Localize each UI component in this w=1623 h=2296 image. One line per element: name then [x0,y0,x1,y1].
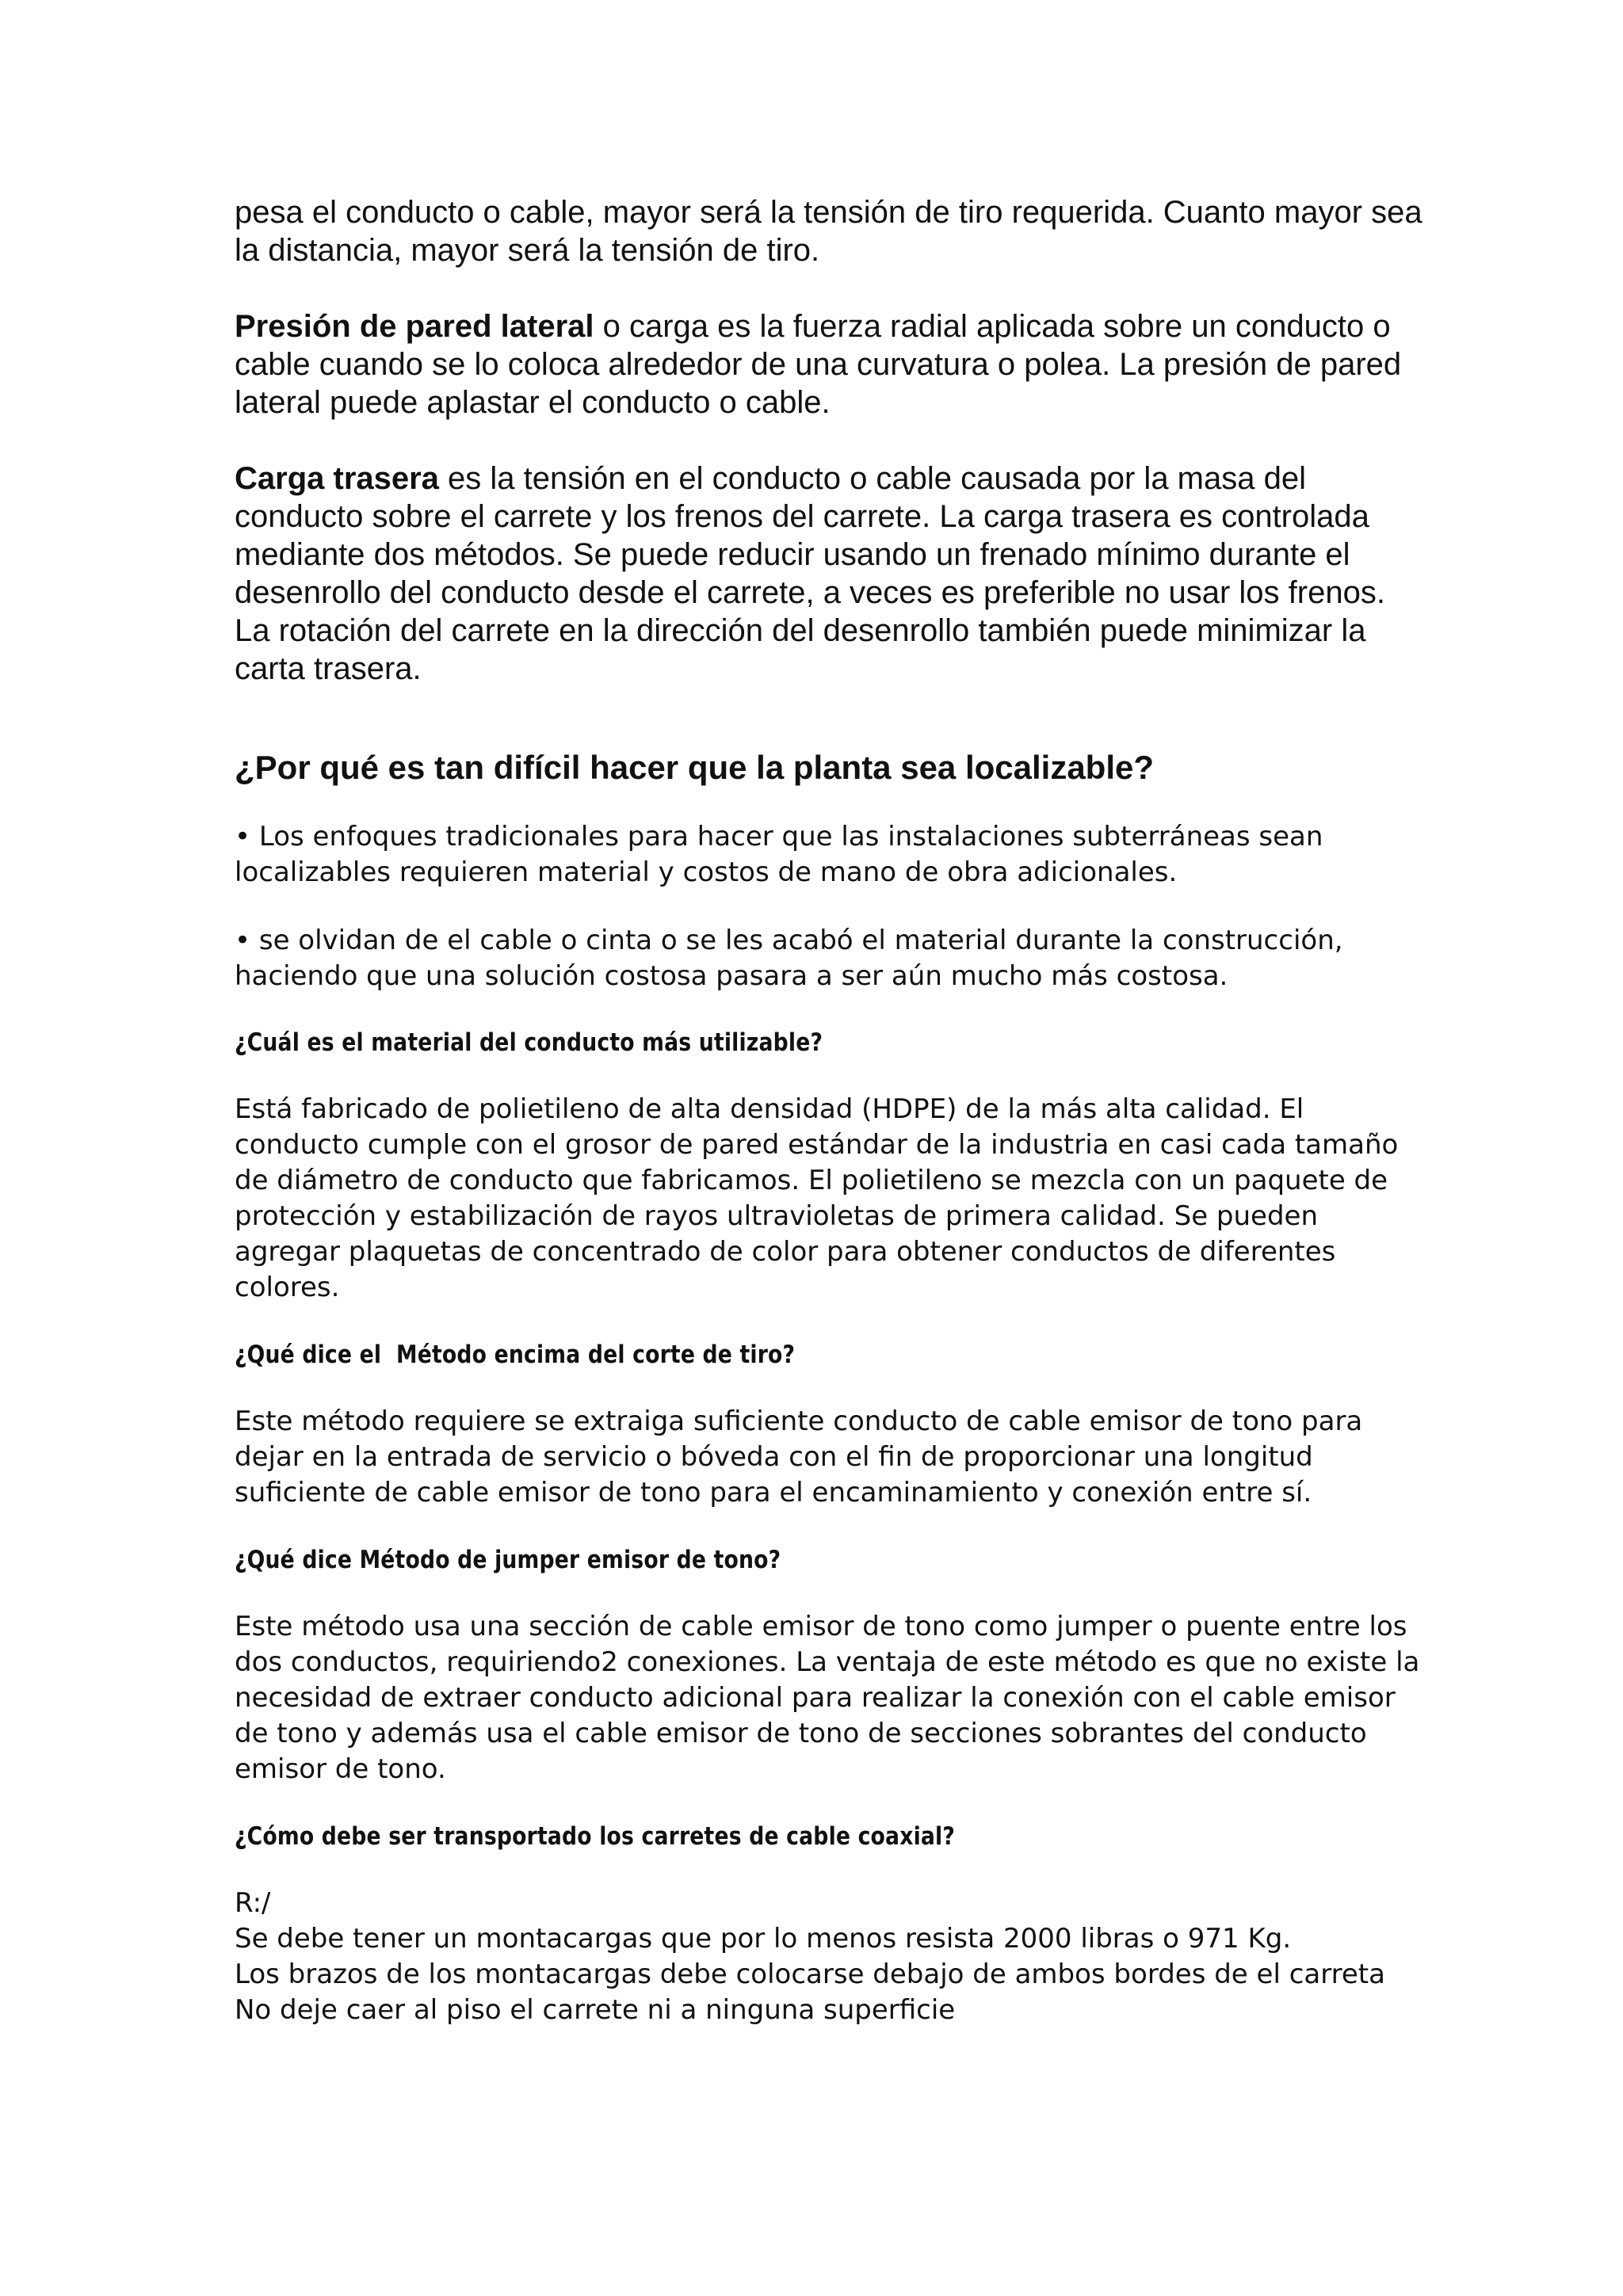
section5-heading: ¿Cómo debe ser transportado los carretes de cable coaxial? [235,1822,956,1851]
section2-paragraph: Está fabricado de polietileno de alta densidad (HDPE) de la más alta calidad. El conducto cumple con el grosor de pared estándar de la industria en casi cada tamaño de diámetro de conducto que fabricamos. El polietileno se mezcla con un paquete de protección y estabilización de rayos ultravioletas de primera calidad. Se pueden agregar plaquetas de concentrado de color para obtener conductos de diferentes colores. [235,1093,1399,1303]
back-load-paragraph [235,460,1423,688]
section3-heading: ¿Qué dice el Método encima del corte de tiro? [235,1341,796,1369]
section3-paragraph: Este método requiere se extraiga suficiente conducto de cable emisor de tono para dejar en la entrada de servicio o bóveda con el fin de proporcionar una longitud suficiente de cable emisor de tono para el encaminamiento y conexión entre sí. [235,1405,1363,1508]
section5-answer [235,1886,1423,2028]
answer-line-3: No deje caer al piso el carrete ni a ninguna superficie [235,1994,956,2026]
answer-line-1: Se debe tener un montacargas que por lo menos resista 2000 libras o 971 Kg. [235,1923,1292,1955]
section4-heading: ¿Qué dice Método de jumper emisor de tono? [235,1546,781,1574]
intro-paragraph: pesa el conducto o cable, mayor será la tensión de tiro requerida. Cuanto mayor sea la distancia, mayor será la tensión de tiro. [235,195,1423,268]
section1-bullet-2: • se olvidan de el cable o cinta o se les acabó el material durante la construcción, haciendo que una solución costosa pasara a ser aún mucho más costosa. [235,925,1343,992]
document-page [235,193,1423,2028]
back-load-term: Carga trasera [235,461,439,496]
side-wall-text: o carga es la fuerza radial aplicada sobre un conducto o cable cuando se lo coloca alrededor de una curvatura o polea. La presión de pared lateral puede aplastar el conducto o cable. [235,309,1402,420]
answer-label: R:/ [235,1887,271,1919]
back-load-text: es la tensión en el conducto o cable causada por la masa del conducto sobre el carrete y los frenos del carrete. La carga trasera es controlada mediante dos métodos. Se puede reducir usando un frenado mínimo durante el desenrollo del conducto desde el carrete, a veces es preferible no usar los frenos. La rotación del carrete en la dirección del desenrollo también puede minimizar la carta trasera. [235,461,1385,686]
section1-heading: ¿Por qué es tan difícil hacer que la planta sea localizable? [235,749,1155,786]
section1-bullet-1: • Los enfoques tradicionales para hacer que las instalaciones subterráneas sean localizables requieren material y costos de mano de obra adicionales. [235,821,1323,888]
side-wall-paragraph [235,307,1423,421]
side-wall-term: Presión de pared lateral [235,309,594,344]
answer-line-2: Los brazos de los montacargas debe colocarse debajo de ambos bordes de el carreta [235,1958,1385,1990]
section4-paragraph: Este método usa una sección de cable emisor de tono como jumper o puente entre los dos conductos, requiriendo2 conexiones. La ventaja de este método es que no existe la necesidad de extraer conducto adicional para realizar la conexión con el cable emisor de tono y además usa el cable emisor de tono de secciones sobrantes del conducto emisor de tono. [235,1611,1420,1785]
section2-heading: ¿Cuál es el material del conducto más utilizable? [235,1028,823,1057]
